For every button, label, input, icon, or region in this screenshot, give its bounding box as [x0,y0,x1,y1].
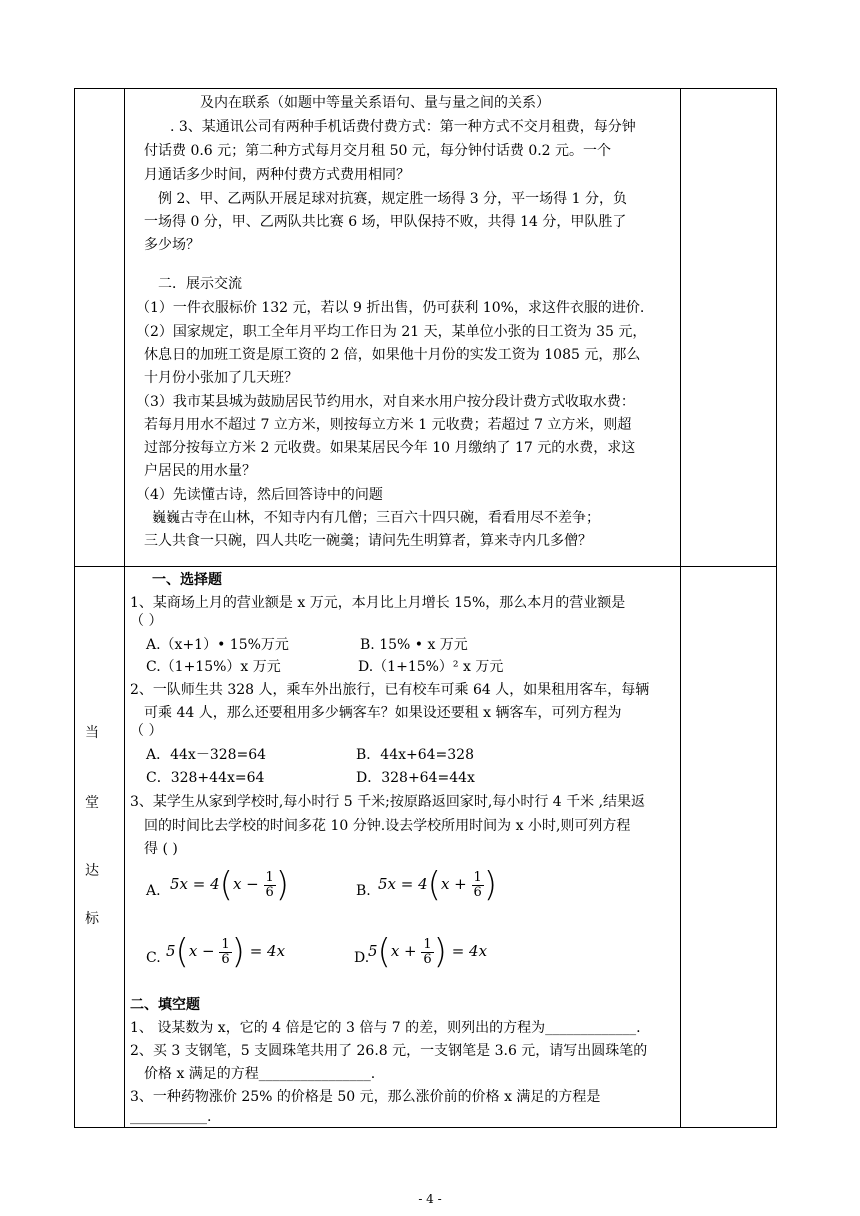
upper-line: . 3、某通讯公司有两种手机话费付费方式：第一种方式不交月租费，每分钟 [170,119,636,135]
upper-line: 及内在联系（如题中等量关系语句、量与量之间的关系） [200,95,550,111]
table-left-border [74,88,75,1128]
upper-line: 付话费 0.6 元；第二种方式每月交月租 50 元，每分钟付话费 0.2 元。一个 [144,143,612,159]
question-3-line: 回的时间比去学校的时间多花 10 分钟.设去学校所用时间为 x 小时,则可列方程 [144,818,631,834]
question-2-option-d: D．328+64=44x [356,770,475,786]
formula-c-label: C. [146,950,161,966]
fill-question-2-line: 价格 x 满足的方程________________. [144,1066,376,1082]
upper-line: 户居民的用水量？ [144,463,256,479]
upper-line: （3）我市某县城为鼓励居民节约用水，对自来水用户按分段计费方式收取水费： [136,394,635,410]
upper-line: 月通话多少时间，两种付费方式费用相同？ [144,167,410,183]
formula-d: 5(x + $\frac{1}{6}$ ) = 4x [368,932,488,972]
upper-line: （4）先读懂古诗，然后回答诗中的问题 [136,487,383,503]
question-2-paren: （ ） [130,723,163,739]
question-3-line: 得 ( ) [144,841,178,857]
page-number: - 4 - [418,1192,442,1206]
fill-question-3-line: 3、一种药物涨价 25% 的价格是 50 元，那么涨价前的价格 x 满足的方程是 [130,1089,601,1105]
question-2-option-b: B．44x+64=328 [356,747,474,763]
formula-b: 5x = 4(x + $\frac{1}{6}$ ) [378,865,498,905]
section-title-fill: 二、填空题 [130,997,200,1013]
formula-b-label: B. [356,883,371,899]
formula-d-label: D. [354,950,370,966]
question-1-option-a: A.（x+1）• 15%万元 [146,637,289,653]
side-label-char: 达 [85,863,99,879]
question-1-option-b: B. 15% • x 万元 [360,637,468,653]
formula-a-label: A. [146,883,161,899]
upper-line: 若每月用水不超过 7 立方米，则按每立方米 1 元收费；若超过 7 立方米，则超 [144,417,632,433]
upper-line: 休息日的加班工资是原工资的 2 倍，如果他十月份的实发工资为 1085 元，那么 [144,347,641,363]
upper-line: （1）一件衣服标价 132 元，若以 9 折出售，仍可获利 10%，求这件衣服的进价. [136,300,645,316]
question-2-option-c: C．328+44x=64 [146,770,265,786]
upper-line: 例 2、甲、乙两队开展足球对抗赛，规定胜一场得 3 分，平一场得 1 分，负 [158,191,627,207]
column-divider-right [680,88,681,1128]
question-1-option-d: D.（1+15%）² x 万元 [358,659,504,675]
question-1: 1、某商场上月的营业额是 x 万元，本月比上月增长 15%，那么本月的营业额是 [130,595,626,611]
table-bottom-border [74,1127,777,1128]
column-divider-left [124,88,125,1128]
side-label-char: 堂 [85,795,99,811]
upper-line: （2）国家规定，职工全年月平均工作日为 21 天，某单位小张的日工资为 35 元， [136,324,647,340]
table-right-border [776,88,777,1128]
upper-line: 三人共食一只碗，四人共吃一碗羹；请问先生明算者，算来寺内几多僧？ [144,533,592,549]
question-1-paren: （ ） [130,613,163,629]
question-3-line: 3、某学生从家到学校时,每小时行 5 千米;按原路返回家时,每小时行 4 千米 ,结果返 [130,794,646,810]
upper-line: 十月份小张加了几天班？ [144,370,298,386]
section-title-choice: 一、选择题 [152,572,222,588]
question-1-option-c: C.（1+15%）x 万元 [146,659,281,675]
upper-line: 过部分按每立方米 2 元收费。如果某居民今年 10 月缴纳了 17 元的水费，求这 [144,440,636,456]
fill-question-2-line: 2、买 3 支钢笔，5 支圆珠笔共用了 26.8 元，一支钢笔是 3.6 元，请写出圆珠笔的 [130,1043,648,1059]
question-2-line: 2、一队师生共 328 人，乘车外出旅行，已有校车可乘 64 人，如果租用客车，每辆 [130,682,650,698]
fill-question-3-line: ___________. [130,1109,212,1125]
formula-c: 5(x − $\frac{1}{6}$ ) = 4x [166,932,286,972]
question-2-option-a: A．44x－328=64 [146,747,267,763]
formula-a: 5x = 4(x − $\frac{1}{6}$ ) [170,865,290,905]
upper-line: 多少场？ [144,237,200,253]
upper-line: 一场得 0 分，甲、乙两队共比赛 6 场，甲队保持不败，共得 14 分，甲队胜了 [144,214,627,230]
side-label-char: 当 [85,725,99,741]
table-top-border [74,88,777,89]
question-2-line: 可乘 44 人，那么还要租用多少辆客车？如果设还要租 x 辆客车，可列方程为 [144,705,622,721]
row-divider [74,566,777,567]
upper-line: 二．展示交流 [158,276,242,292]
upper-line: 巍巍古寺在山林，不知寺内有几僧；三百六十四只碗，看看用尽不差争； [152,510,600,526]
fill-question-1: 1、 设某数为 x，它的 4 倍是它的 3 倍与 7 的差，则列出的方程为_____________. [130,1020,641,1036]
side-label-char: 标 [85,911,99,927]
